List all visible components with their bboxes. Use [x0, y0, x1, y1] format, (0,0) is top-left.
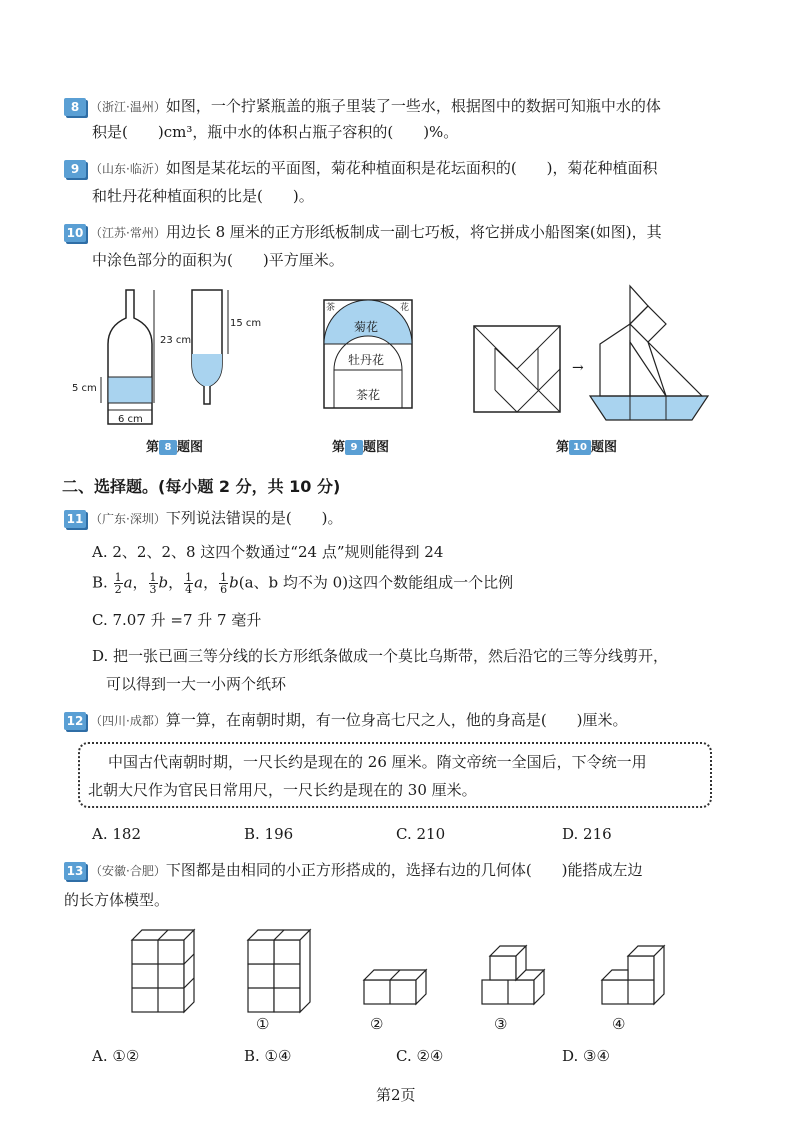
- question-10: [64, 222, 662, 243]
- solid-1: [248, 930, 310, 1012]
- corner-label-right: 花: [400, 303, 410, 313]
- tangram-figure: [470, 284, 720, 424]
- question-number: 8: [64, 98, 86, 116]
- arrow-icon: →: [572, 360, 584, 376]
- option-b: B. $\frac{1}{2}$ a， $\frac{1}{3}$ b， $\frac{1}{4}$ a， $\frac{1}{6}$ b(a、b 均不为 0)这四个数能组成一个比例: [92, 571, 514, 596]
- label-6cm: 6 cm: [118, 414, 143, 425]
- figure-9-caption: 第 9 题图: [332, 440, 390, 455]
- question-source: （安徽·合肥）: [90, 864, 166, 878]
- option-d: D. ③④: [562, 1047, 610, 1065]
- info-box-line1: 中国古代南朝时期，一尺长约是现在的 26 厘米。隋文帝统一全国后，下令统一用: [108, 753, 647, 771]
- label-chrysanthemum: 菊花: [354, 320, 379, 334]
- question-number: 11: [64, 510, 86, 528]
- section-heading: 二、选择题。(每小题 2 分，共 10 分): [62, 477, 341, 496]
- option-a: A. 182: [92, 825, 141, 843]
- label-peony: 牡丹花: [348, 353, 385, 367]
- question-11: [64, 508, 343, 529]
- question-text: 下图都是由相同的小正方形搭成的，选择右边的几何体( )能搭成左边: [165, 861, 643, 879]
- upright-bottle-outline: [108, 290, 152, 424]
- question-12: [64, 710, 628, 731]
- corner-label-left: 茶: [326, 303, 336, 313]
- question-text: 如图，一个拧紧瓶盖的瓶子里装了一些水，根据图中的数据可知瓶中水的体: [165, 97, 661, 115]
- question-9-line2: 和牡丹花种植面积的比是( )。: [92, 187, 314, 205]
- bottle-figure: [70, 282, 260, 432]
- question-8-line2: 积是( )cm³，瓶中水的体积占瓶子容积的( )%。: [92, 123, 459, 141]
- solid-label-4: ④: [612, 1015, 626, 1033]
- inverted-bottle-outline: [192, 290, 222, 404]
- cube-figures: [120, 918, 700, 1018]
- solid-label-1: ①: [256, 1015, 270, 1033]
- question-number: 10: [64, 224, 86, 242]
- cuboid-model: [132, 930, 194, 1012]
- solid-4: [602, 946, 664, 1004]
- option-c: C. 210: [396, 825, 446, 843]
- question-13-line2: 的长方体模型。: [64, 891, 170, 909]
- question-source: （山东·临沂）: [90, 162, 166, 176]
- solid-label-2: ②: [370, 1015, 384, 1033]
- label-15cm: 15 cm: [230, 318, 262, 329]
- question-number: 12: [64, 712, 86, 730]
- question-text: 算一算，在南朝时期，有一位身高七尺之人，他的身高是( )厘米。: [165, 711, 628, 729]
- question-text: 下列说法错误的是( )。: [165, 509, 343, 527]
- question-source: （浙江·温州）: [90, 100, 166, 114]
- question-number: 13: [64, 862, 86, 880]
- solid-3: [482, 946, 544, 1004]
- option-c: C. ②④: [396, 1047, 444, 1065]
- question-text: 如图是某花坛的平面图，菊花种植面积是花坛面积的( )，菊花种植面积: [165, 159, 658, 177]
- figure-8-caption: 第 8 题图: [146, 440, 204, 455]
- question-source: （广东·深圳）: [90, 512, 166, 526]
- question-10-line2: 中涂色部分的面积为( )平方厘米。: [92, 251, 344, 269]
- upright-bottle-water: [108, 377, 152, 403]
- option-d-line1: D. 把一张已画三等分线的长方形纸条做成一个莫比乌斯带，然后沿它的三等分线剪开，: [92, 647, 669, 665]
- option-a: A. ①②: [92, 1047, 140, 1065]
- option-b: B. ①④: [244, 1047, 292, 1065]
- option-d-line2: 可以得到一大一小两个纸环: [106, 675, 287, 693]
- page-number: 第2页: [376, 1086, 416, 1104]
- label-5cm: 5 cm: [72, 383, 97, 394]
- info-box-line2: 北朝大尺作为官民日常用尺，一尺长约是现在的 30 厘米。: [88, 781, 477, 799]
- solid-2: [364, 970, 426, 1004]
- question-source: （四川·成都）: [90, 714, 166, 728]
- figure-10-caption: 第 10 题图: [556, 440, 618, 455]
- label-23cm: 23 cm: [160, 335, 192, 346]
- question-number: 9: [64, 160, 86, 178]
- option-b: B. 196: [244, 825, 294, 843]
- option-d: D. 216: [562, 825, 612, 843]
- question-text: 用边长 8 厘米的正方形纸板制成一副七巧板，将它拼成小船图案(如图)，其: [165, 223, 662, 241]
- boat-hull-shaded: [590, 396, 708, 420]
- label-camellia: 茶花: [356, 388, 381, 402]
- question-source: （江苏·常州）: [90, 226, 166, 240]
- option-c: C. 7.07 升 =7 升 7 毫升: [92, 611, 262, 629]
- option-a: A. 2、2、2、8 这四个数通过“24 点”规则能得到 24: [92, 543, 444, 561]
- question-13: [64, 860, 643, 881]
- question-9: [64, 158, 658, 179]
- question-8: [64, 96, 661, 117]
- solid-label-3: ③: [494, 1015, 508, 1033]
- inverted-bottle-water: [192, 354, 222, 386]
